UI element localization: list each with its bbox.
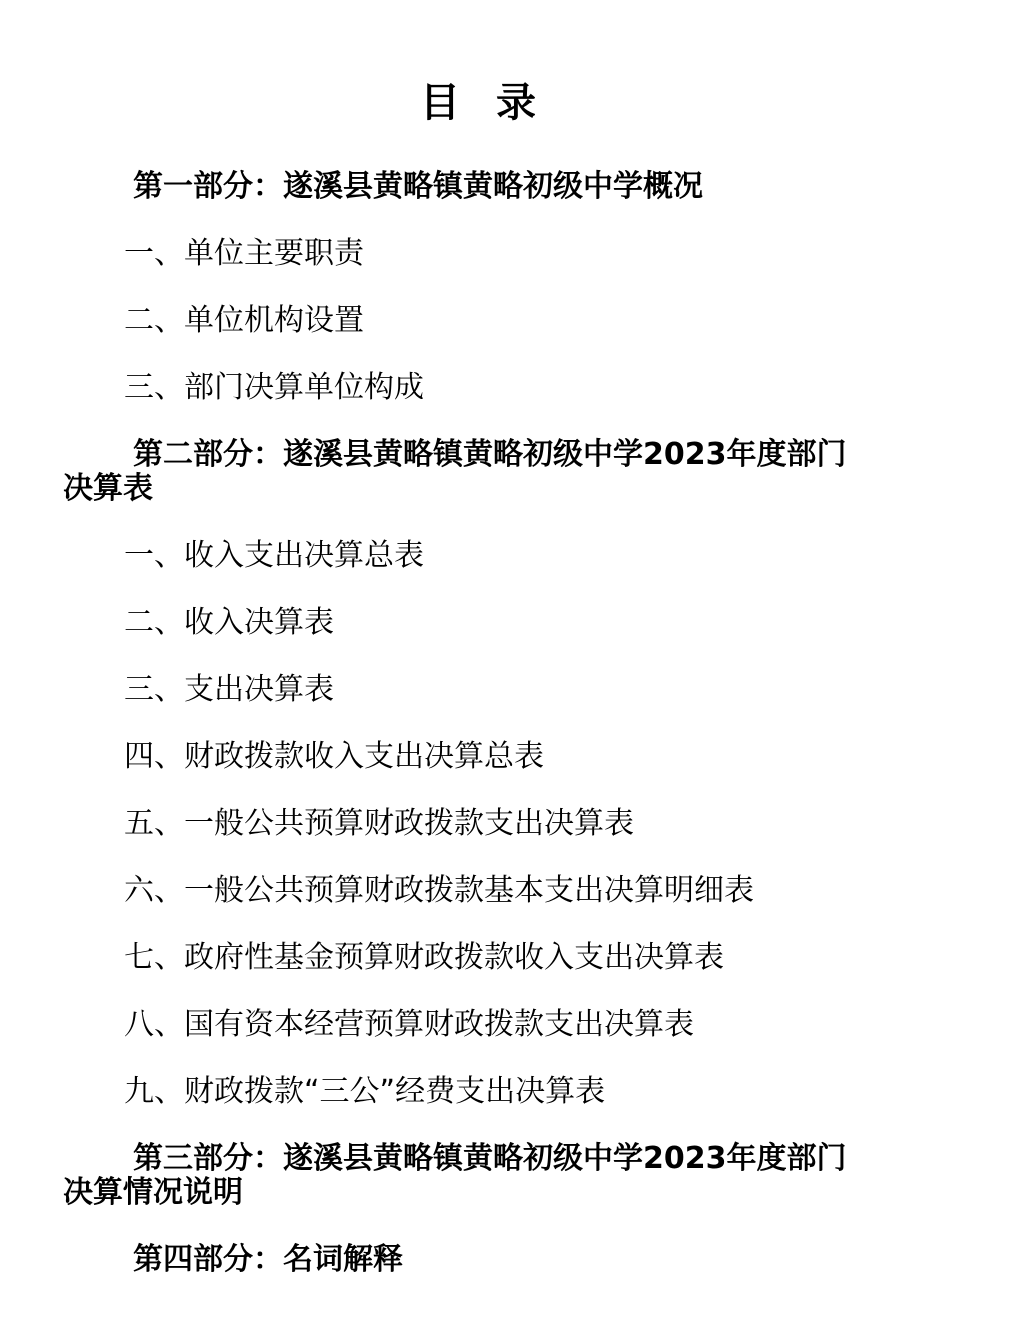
toc-item: 九、财政拨款“三公”经费支出决算表 bbox=[124, 1074, 606, 1109]
toc-item: 四、财政拨款收入支出决算总表 bbox=[124, 739, 544, 774]
section-1-heading: 第一部分：遂溪县黄略镇黄略初级中学概况 bbox=[133, 169, 703, 204]
table-of-contents bbox=[63, 170, 893, 1277]
section-4-heading: 第四部分：名词解释 bbox=[133, 1242, 403, 1277]
toc-item: 六、一般公共预算财政拨款基本支出决算明细表 bbox=[124, 873, 754, 908]
toc-item: 二、单位机构设置 bbox=[124, 303, 364, 338]
toc-item: 一、收入支出决算总表 bbox=[124, 538, 424, 573]
section-3-heading: 第三部分：遂溪县黄略镇黄略初级中学2023年度部门决算情况说明 bbox=[63, 1141, 847, 1210]
toc-item: 一、单位主要职责 bbox=[124, 236, 364, 271]
toc-title: 目 录 bbox=[420, 80, 536, 126]
toc-item: 八、国有资本经营预算财政拨款支出决算表 bbox=[124, 1007, 694, 1042]
toc-item: 三、支出决算表 bbox=[124, 672, 334, 707]
toc-item: 七、政府性基金预算财政拨款收入支出决算表 bbox=[124, 940, 724, 975]
toc-item: 二、收入决算表 bbox=[124, 605, 334, 640]
toc-item: 五、一般公共预算财政拨款支出决算表 bbox=[124, 806, 634, 841]
toc-item: 三、部门决算单位构成 bbox=[124, 370, 424, 405]
section-2-heading: 第二部分：遂溪县黄略镇黄略初级中学2023年度部门决算表 bbox=[63, 437, 847, 506]
